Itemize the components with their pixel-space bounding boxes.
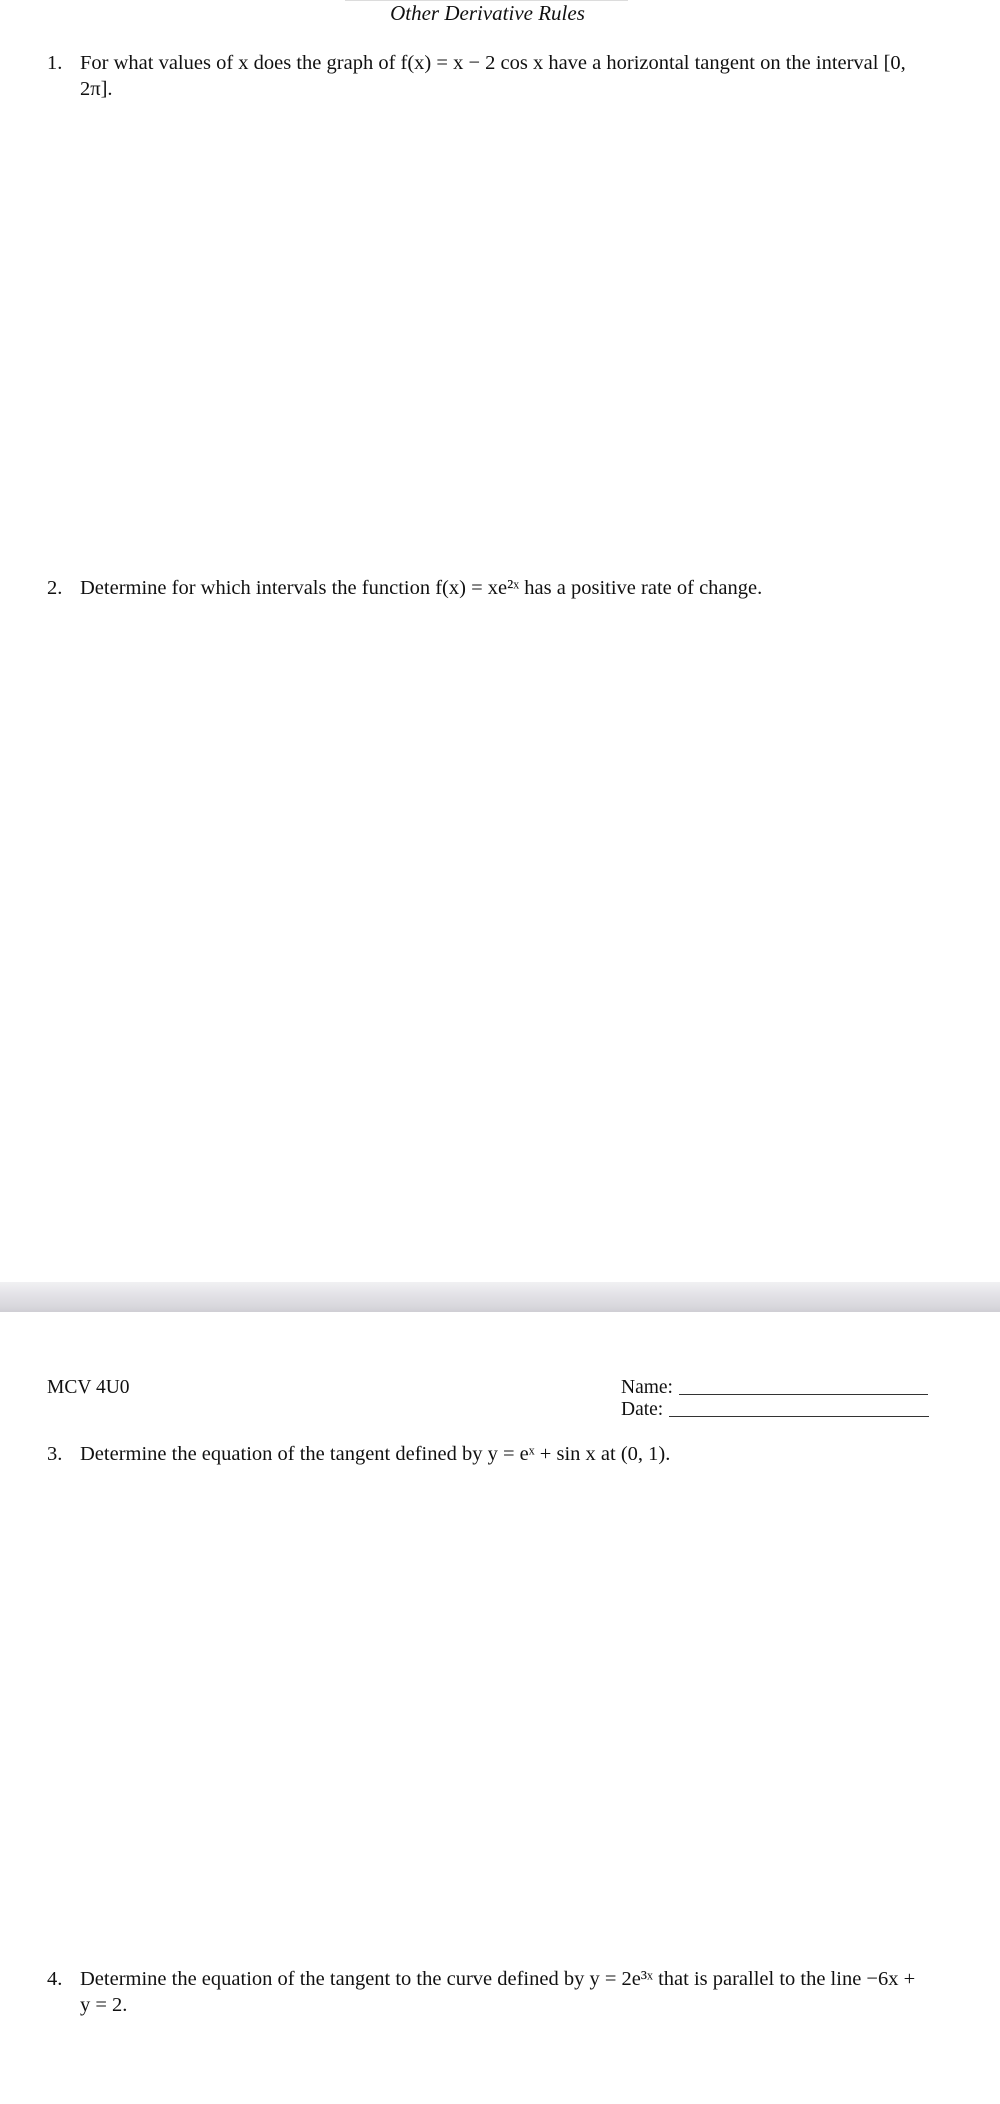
question-2 [47,575,927,601]
question-4 [47,1966,927,2018]
date-row [621,1399,929,1421]
question-4-text: Determine the equation of the tangent to the curve defined by y = 2e³ˣ that is parallel to the line −6x + y = 2. [80,1968,916,2016]
name-blank-line [679,1394,928,1395]
question-1-text: For what values of x does the graph of f(x) = x − 2 cos x have a horizontal tangent on the interval [0, 2π]. [80,52,906,100]
date-blank-line [669,1416,929,1417]
worksheet-page-2 [0,1312,1000,2104]
question-2-number: 2. [47,577,63,599]
question-2-text: Determine for which intervals the function f(x) = xe²ˣ has a positive rate of change. [80,577,763,599]
question-1 [47,50,927,102]
course-code: MCV 4U0 [47,1377,130,1398]
name-row [621,1377,929,1399]
question-1-number: 1. [47,52,63,74]
question-3 [47,1441,927,1467]
name-label: Name: [621,1377,673,1398]
question-3-text: Determine the equation of the tangent defined by y = eˣ + sin x at (0, 1). [80,1443,671,1465]
page-separator [0,1282,1000,1312]
name-date-block [621,1377,929,1421]
date-label: Date: [621,1399,664,1420]
question-3-number: 3. [47,1443,63,1465]
question-4-number: 4. [47,1968,63,1990]
page-title: Other Derivative Rules [390,1,585,25]
